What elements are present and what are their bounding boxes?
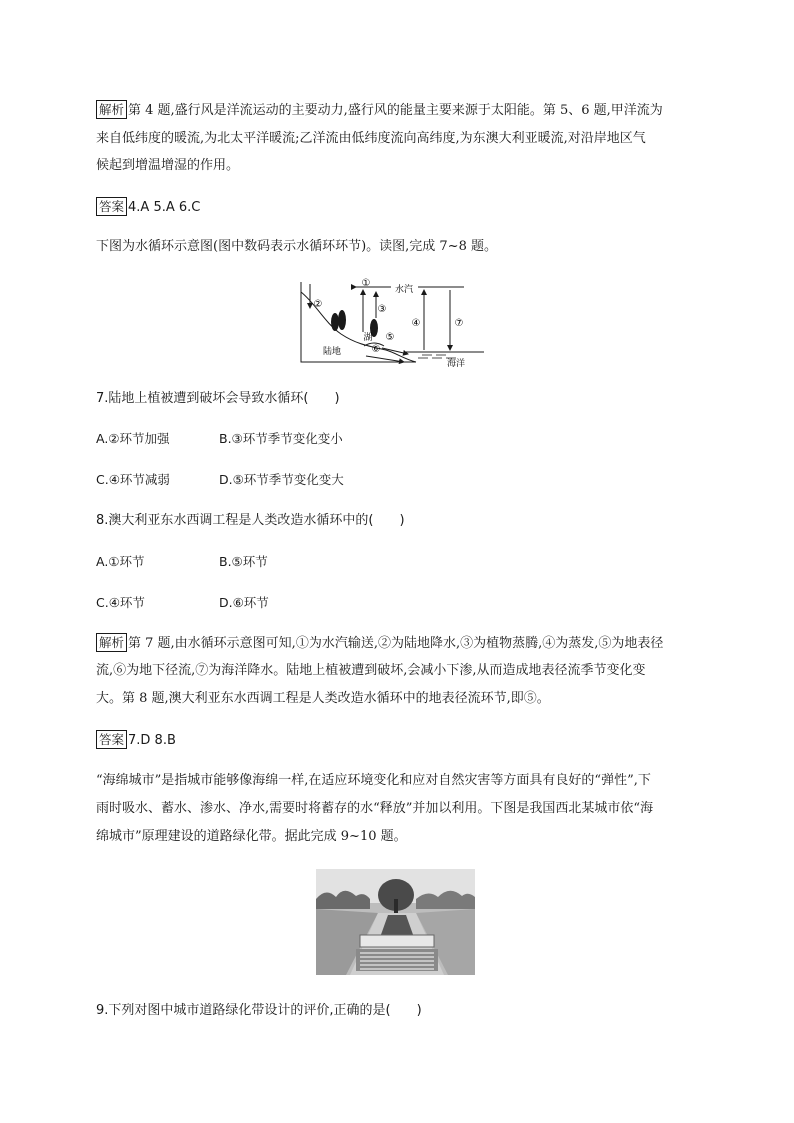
- q8-option-b[interactable]: B.⑤环节: [219, 554, 268, 569]
- q8-option-d[interactable]: D.⑥环节: [219, 595, 269, 610]
- label-5: ⑤: [385, 332, 395, 343]
- q8-option-c[interactable]: C.④环节: [96, 595, 145, 610]
- answer-line-2: [96, 730, 176, 751]
- q7-option-a[interactable]: A.②环节加强: [96, 431, 170, 446]
- analysis-2-line-1: [96, 633, 663, 654]
- label-vapor: 水汽: [394, 285, 414, 295]
- water-cycle-diagram: [296, 274, 491, 370]
- q7-option-d[interactable]: D.⑤环节季节变化变大: [219, 472, 344, 487]
- analysis-tag: 解析: [96, 100, 127, 119]
- q8-option-a[interactable]: A.①环节: [96, 554, 145, 569]
- analysis-2-line-2: 流,⑥为地下径流,⑦为海洋降水。陆地上植被遭到破坏,会减小下渗,从而造成地表径流季节变化变: [96, 663, 646, 678]
- intro-2-line-3: 绵城市”原理建设的道路绿化带。据此完成 9~10 题。: [96, 829, 407, 844]
- analysis-line-1: [96, 100, 663, 121]
- q7-option-c[interactable]: C.④环节减弱: [96, 472, 170, 487]
- label-3: ③: [377, 304, 387, 315]
- label-ocean: 海洋: [446, 359, 466, 369]
- intro-text-1: 下图为水循环示意图(图中数码表示水循环环节)。读图,完成 7~8 题。: [96, 239, 497, 254]
- q7-option-b[interactable]: B.③环节季节变化变小: [219, 431, 343, 446]
- answer-line-1: [96, 197, 200, 218]
- label-lake: 湖: [363, 333, 373, 343]
- analysis-line-3: 候起到增温增湿的作用。: [96, 158, 240, 173]
- answer-tag: 答案: [96, 197, 127, 216]
- analysis-tag-2: 解析: [96, 633, 127, 652]
- question-9: 9.下列对图中城市道路绿化带设计的评价,正确的是( ): [96, 1003, 422, 1018]
- label-7: ⑦: [454, 318, 464, 329]
- analysis-2-line-3: 大。第 8 题,澳大利亚东水西调工程是人类改造水循环中的地表径流环节,即⑤。: [96, 691, 550, 706]
- analysis-line-2: 来自低纬度的暖流,为北太平洋暖流;乙洋流由低纬度流向高纬度,为东澳大利亚暖流,对沿岸地区气: [96, 131, 646, 146]
- road-greenbelt-photo: [316, 869, 475, 975]
- intro-2-line-1: “海绵城市”是指城市能够像海绵一样,在适应环境变化和应对自然灾害等方面具有良好的“弹性”,下: [96, 773, 651, 788]
- label-6: ⑥: [371, 344, 381, 355]
- question-7: 7.陆地上植被遭到破坏会导致水循环( ): [96, 391, 340, 406]
- label-land: 陆地: [322, 347, 342, 357]
- analysis-2-text: 第 7 题,由水循环示意图可知,①为水汽输送,②为陆地降水,③为植物蒸腾,④为蒸发,⑤为地表径: [128, 636, 664, 651]
- intro-2-line-2: 雨时吸水、蓄水、渗水、净水,需要时将蓄存的水“释放”并加以利用。下图是我国西北某城市依“海: [96, 801, 654, 816]
- label-4: ④: [411, 318, 421, 329]
- question-8: 8.澳大利亚东水西调工程是人类改造水循环中的( ): [96, 513, 405, 528]
- answer-text: 4.A 5.A 6.C: [128, 200, 201, 215]
- answer-tag-2: 答案: [96, 730, 127, 749]
- answer-text-2: 7.D 8.B: [128, 733, 176, 748]
- analysis-text: 第 4 题,盛行风是洋流运动的主要动力,盛行风的能量主要来源于太阳能。第 5、6 题,甲洋流为: [128, 103, 663, 118]
- label-1: ①: [361, 278, 371, 289]
- label-2: ②: [313, 299, 323, 310]
